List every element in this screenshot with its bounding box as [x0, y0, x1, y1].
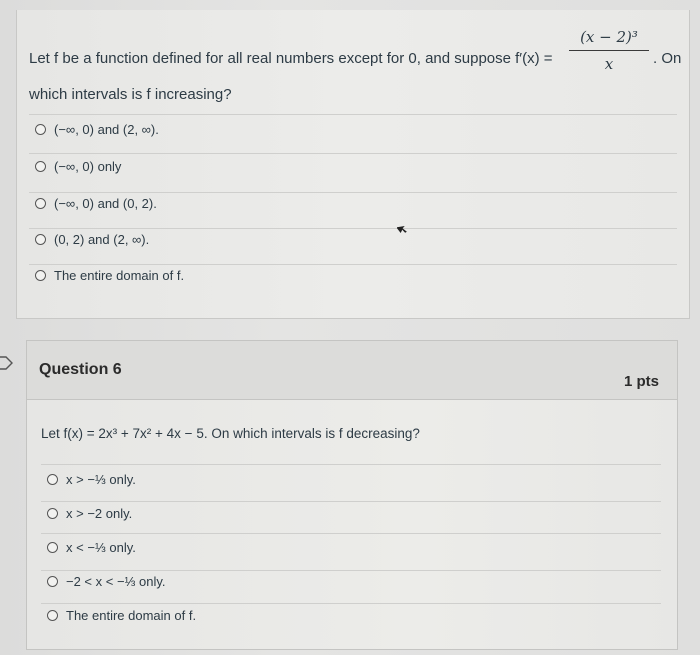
question-5-line2: which intervals is f increasing?: [29, 86, 232, 103]
option-label: The entire domain of f.: [54, 268, 185, 283]
derivative-fraction: [569, 26, 649, 75]
q6-option-5[interactable]: [47, 608, 196, 623]
option-label: (0, 2) and (2, ∞).: [54, 232, 150, 247]
q5-option-2[interactable]: [35, 159, 121, 174]
question-5-line1-tail: . On: [653, 50, 682, 67]
fraction-numerator: (x − 2)³: [580, 28, 638, 46]
question-flag-icon[interactable]: [0, 356, 14, 370]
radio-button[interactable]: [35, 161, 46, 172]
divider: [41, 464, 661, 465]
option-label: (−∞, 0) and (2, ∞).: [54, 122, 159, 137]
q6-option-3[interactable]: [47, 540, 136, 555]
divider: [41, 533, 661, 534]
radio-button[interactable]: [35, 234, 46, 245]
option-label: x < −⅓ only.: [66, 540, 136, 555]
mouse-cursor-icon: [397, 220, 409, 234]
q5-option-5[interactable]: [35, 268, 184, 283]
radio-button[interactable]: [35, 198, 46, 209]
radio-button[interactable]: [35, 270, 46, 281]
divider: [29, 264, 677, 265]
q5-option-1[interactable]: [35, 122, 159, 137]
divider: [29, 114, 677, 115]
divider: [29, 153, 677, 154]
radio-button[interactable]: [47, 508, 58, 519]
option-label: (−∞, 0) and (0, 2).: [54, 196, 157, 211]
q6-option-1[interactable]: [47, 472, 136, 487]
q5-option-3[interactable]: [35, 196, 157, 211]
question-6-body: [27, 400, 677, 649]
fraction-bar: [569, 50, 649, 51]
radio-button[interactable]: [47, 610, 58, 621]
divider: [41, 501, 661, 502]
radio-button[interactable]: [47, 542, 58, 553]
question-6-points: 1 pts: [623, 373, 659, 390]
q6-option-2[interactable]: [47, 506, 132, 521]
divider: [41, 603, 661, 604]
question-5-card: [16, 10, 690, 319]
radio-button[interactable]: [47, 474, 58, 485]
question-5-line1: Let f be a function defined for all real numbers except for 0, and suppose f′(x) =: [29, 50, 553, 67]
radio-button[interactable]: [35, 124, 46, 135]
option-label: The entire domain of f.: [66, 608, 197, 623]
question-6-header: [27, 341, 677, 400]
option-label: (−∞, 0) only: [54, 159, 122, 174]
q6-option-4[interactable]: [47, 574, 166, 589]
question-6-card: [26, 340, 678, 650]
divider: [41, 570, 661, 571]
q5-option-4[interactable]: [35, 232, 149, 247]
radio-button[interactable]: [47, 576, 58, 587]
fraction-denominator: x: [604, 55, 614, 73]
option-label: x > −⅓ only.: [66, 472, 136, 487]
question-6-prompt: Let f(x) = 2x³ + 7x² + 4x − 5. On which intervals is f decreasing?: [41, 426, 420, 441]
divider: [29, 228, 677, 229]
question-6-title: Question 6: [39, 361, 122, 378]
option-label: x > −2 only.: [66, 506, 133, 521]
divider: [29, 192, 677, 193]
option-label: −2 < x < −⅓ only.: [66, 574, 166, 589]
